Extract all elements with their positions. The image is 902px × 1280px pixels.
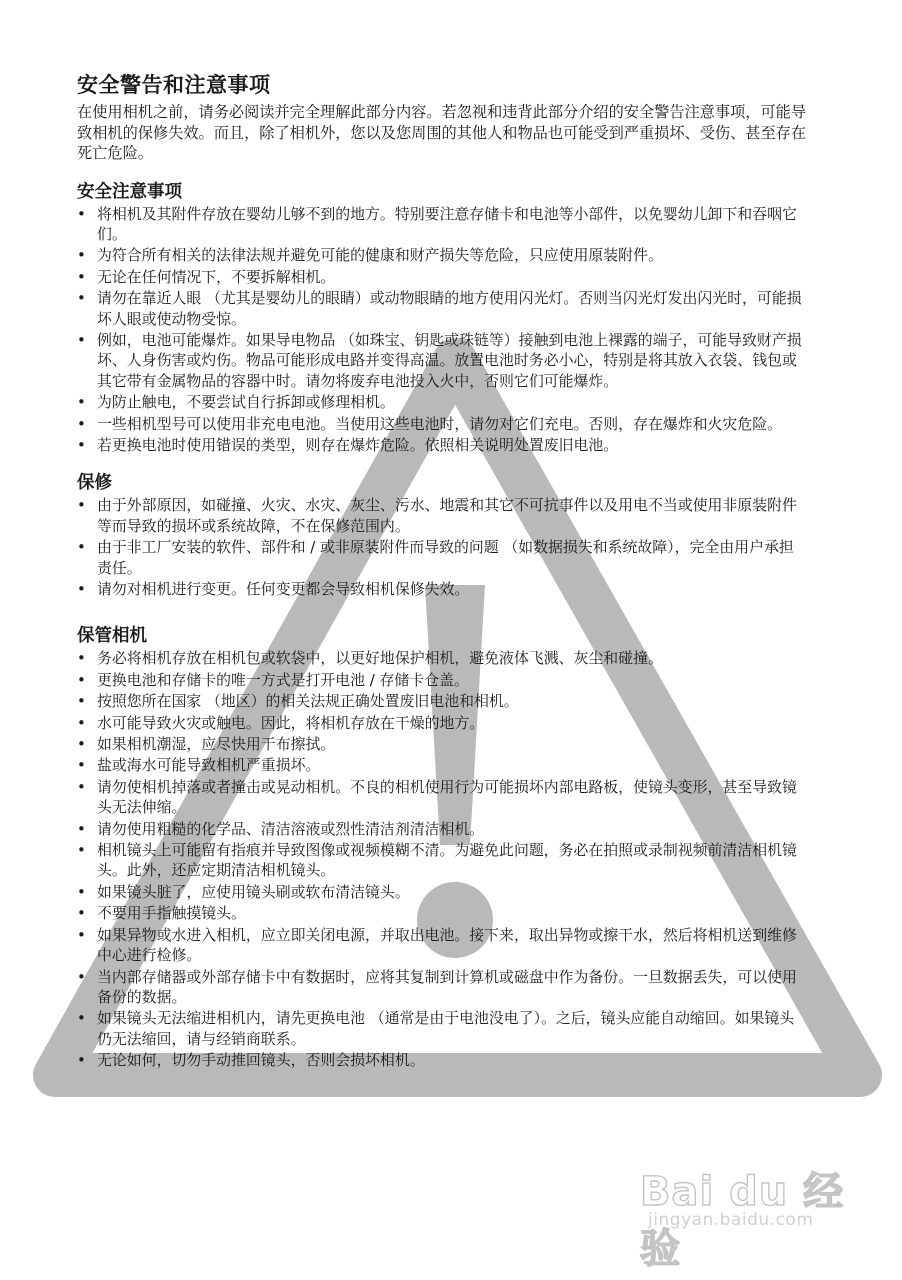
warranty-heading: 保修 bbox=[77, 473, 112, 494]
list-item: • 一些相机型号可以使用非充电电池。当使用这些电池时，请勿对它们充电。否则，存在爆炸和火灾危险。 bbox=[77, 414, 807, 434]
list-item: • 为符合所有相关的法律法规并避免可能的健康和财产损失等危险，只应使用原装附件。 bbox=[77, 245, 807, 265]
list-item: • 请勿对相机进行变更。任何变更都会导致相机保修失效。 bbox=[77, 579, 807, 599]
list-item: • 请勿使用粗糙的化学品、清洁溶液或烈性清洁剂清洁相机。 bbox=[77, 819, 807, 839]
list-item: • 如果相机潮湿，应尽快用干布擦拭。 bbox=[77, 734, 807, 754]
warranty-list bbox=[77, 495, 807, 599]
watermark-logo: Bai du 经验 bbox=[640, 1169, 845, 1272]
camera-care-heading: 保管相机 bbox=[77, 626, 147, 647]
list-item: • 相机镜头上可能留有指痕并导致图像或视频模糊不清。为避免此问题，务必在拍照或录制视频前清洁相机镜头。此外，还应定期清洁相机镜头。 bbox=[77, 840, 807, 881]
list-item: • 按照您所在国家 （地区）的相关法规正确处置废旧电池和相机。 bbox=[77, 691, 807, 711]
list-item: • 为防止触电，不要尝试自行拆卸或修理相机。 bbox=[77, 392, 807, 412]
safety-list bbox=[77, 204, 807, 456]
list-item: • 如果镜头无法缩进相机内，请先更换电池 （通常是由于电池没电了）。之后，镜头应能自动缩回。如果镜头仍无法缩回，请与经销商联系。 bbox=[77, 1008, 807, 1049]
list-item: • 请勿在靠近人眼 （尤其是婴幼儿的眼睛）或动物眼睛的地方使用闪光灯。否则当闪光灯发出闪光时，可能损坏人眼或使动物受惊。 bbox=[77, 288, 807, 329]
list-item: • 盐或海水可能导致相机严重损坏。 bbox=[77, 755, 807, 775]
safety-document bbox=[77, 72, 807, 1072]
safety-heading: 安全注意事项 bbox=[77, 181, 182, 202]
list-item: • 例如，电池可能爆炸。如果导电物品 （如珠宝、钥匙或珠链等）接触到电池上裸露的端子，可能导致财产损坏、人身伤害或灼伤。物品可能形成电路并变得高温。放置电池时务必小心，特别是将其放入衣袋、钱包或其它带有金属物品的容器中时。请勿将废弃电池投入火中，否则它们可能爆炸。 bbox=[77, 330, 807, 391]
list-item: • 当内部存储器或外部存储卡中有数据时，应将其复制到计算机或磁盘中作为备份。一旦数据丢失，可以使用备份的数据。 bbox=[77, 967, 807, 1008]
list-item: • 如果镜头脏了，应使用镜头刷或软布清洁镜头。 bbox=[77, 882, 807, 902]
list-item: • 由于非工厂安装的软件、部件和 / 或非原装附件而导致的问题 （如数据损失和系统故障），完全由用户承担责任。 bbox=[77, 537, 807, 578]
intro-paragraph: 在使用相机之前，请务必阅读并完全理解此部分内容。若忽视和违背此部分介绍的安全警告注意事项，可能导致相机的保修失效。而且，除了相机外，您以及您周围的其他人和物品也可能受到严重损坏、受伤、甚至存在死亡危险。 bbox=[77, 103, 806, 162]
list-item: • 不要用手指触摸镜头。 bbox=[77, 903, 807, 923]
list-item: • 务必将相机存放在相机包或软袋中，以更好地保护相机，避免液体飞溅、灰尘和碰撞。 bbox=[77, 648, 807, 668]
warranty-section bbox=[77, 471, 807, 599]
watermark-url: jingyan.baidu.com bbox=[648, 1210, 814, 1230]
list-item: • 更换电池和存储卡的唯一方式是打开电池 / 存储卡仓盖。 bbox=[77, 670, 807, 690]
list-item: • 请勿使相机掉落或者撞击或晃动相机。不良的相机使用行为可能损坏内部电路板，使镜头变形，甚至导致镜头无法伸缩。 bbox=[77, 777, 807, 818]
list-item: • 无论在任何情况下，不要拆解相机。 bbox=[77, 267, 807, 287]
list-item: • 如果异物或水进入相机，应立即关闭电源，并取出电池。接下来，取出异物或擦干水，然后将相机送到维修中心进行检修。 bbox=[77, 925, 807, 966]
list-item: • 若更换电池时使用错误的类型，则存在爆炸危险。依照相关说明处置废旧电池。 bbox=[77, 435, 807, 455]
camera-care-list bbox=[77, 648, 807, 1070]
list-item: • 由于外部原因，如碰撞、火灾、水灾、灰尘、污水、地震和其它不可抗事件以及用电不当或使用非原装附件等而导致的损坏或系统故障，不在保修范围内。 bbox=[77, 495, 807, 536]
list-item: • 将相机及其附件存放在婴幼儿够不到的地方。特别要注意存储卡和电池等小部件，以免婴幼儿卸下和吞咽它们。 bbox=[77, 204, 807, 245]
safety-section bbox=[77, 180, 807, 456]
camera-care-section bbox=[77, 624, 807, 1070]
baidu-jingyan-watermark bbox=[640, 1140, 850, 1272]
list-item: • 水可能导致火灾或触电。因此，将相机存放在干燥的地方。 bbox=[77, 713, 807, 733]
list-item: • 无论如何，切勿手动推回镜头，否则会损坏相机。 bbox=[77, 1050, 807, 1070]
page-title: 安全警告和注意事项 bbox=[77, 73, 271, 97]
